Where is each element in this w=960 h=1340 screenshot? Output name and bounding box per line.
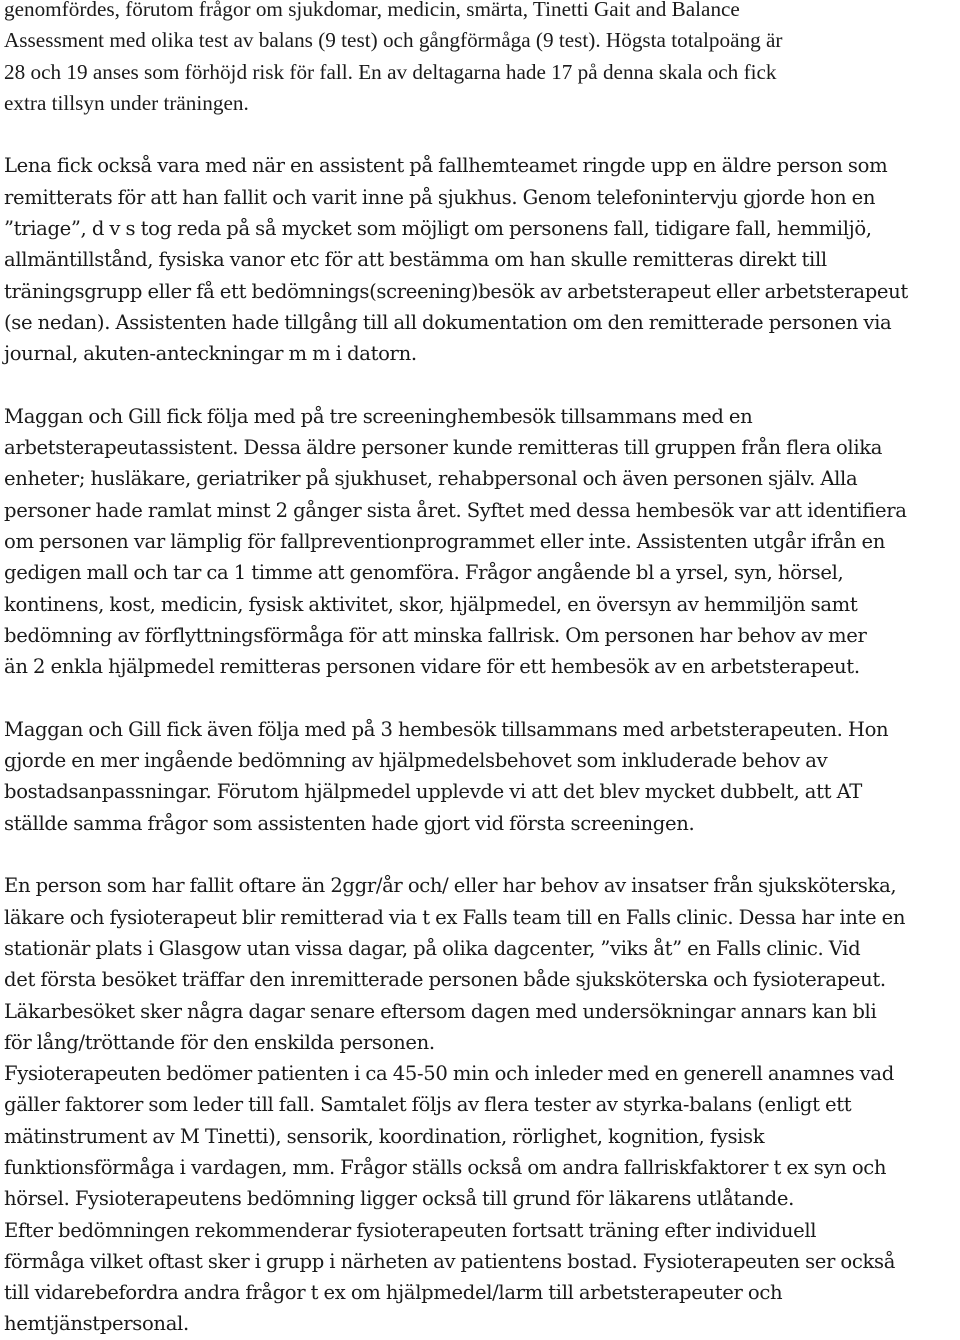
document-page <box>4 0 956 1340</box>
paragraph-spacer <box>4 119 956 150</box>
paragraph-screening-home-visits: Maggan och Gill fick följa med på tre screeninghembesök tillsammans med en arbetsterapeutassistent. Dessa äldre personer kunde remitteras till gruppen från flera olika enheter; husläkare, geriatriker på sjukhuset, rehabpersonal och även personen själv. Alla personer hade ramlat minst 2 gånger sista året. Syftet med dessa hembesök var att identifiera om personen var lämplig för fallpreventionprogrammet eller inte. Assistenten utgår ifrån en gedigen mall och tar ca 1 timme att genomföra. Frågor angående bl a yrsel, syn, hörsel, kontinens, kost, medicin, fysisk aktivitet, skor, hjälpmedel, en översyn av hemmiljön samt bedömning av förflyttningsförmåga för att minska fallrisk. Om personen har behov av mer än 2 enkla hjälpmedel remitteras personen vidare för ett hembesök av en arbetsterapeut. <box>4 404 907 679</box>
paragraph-falls-clinic: En person som har fallit oftare än 2ggr/år och/ eller har behov av insatser från sjuksköterska, läkare och fysioterapeut blir remitterad via t ex Falls team till en Falls clinic. Dessa har inte en stationär plats i Glasgow utan vissa dagar, på olika dagcenter, ”viks åt” en Falls clinic. Vid det första besöket träffar den inremitterade personen både sjuksköterska och fysioterapeut. Läkarbesöket sker några dagar senare eftersom dagen med undersökningar annars kan bli för lång/tröttande för den enskilda personen. <box>4 874 906 1054</box>
paragraph-spacer <box>4 370 956 401</box>
paragraph-tinetti-assessment: genomfördes, förutom frågor om sjukdomar, medicin, smärta, Tinetti Gait and Balance Assessment med olika test av balans (9 test) och gångförmåga (9 test). Högsta totalpoäng är 28 och 19 anses som förhöjd risk för fall. En av deltagarna hade 17 på denna skala och fick extra tillsyn under träningen. <box>4 0 783 115</box>
paragraph-recommendations: Efter bedömningen rekommenderar fysioterapeuten fortsatt träning efter individuell förmåga vilket oftast sker i grupp i närheten av patientens bostad. Fysioterapeuten ser också till vidarebefordra andra frågor t ex om hjälpmedel/larm till arbetsterapeuter och hemtjänstpersonal. <box>4 1218 896 1336</box>
paragraph-triage-call: Lena fick också vara med när en assistent på fallhemteamet ringde upp en äldre person som remitterats för att han fallit och varit inne på sjukhus. Genom telefonintervju gjorde hon en ”triage”, d v s tog reda på så mycket som möjligt om personens fall, tidigare fall, hemmiljö, allmäntillstånd, fysiska vanor etc för att bestämma om han skulle remitteras direkt till träningsgrupp eller få ett bedömnings(screening)besök av arbetsterapeut eller arbetsterapeut (se nedan). Assistenten hade tillgång till all dokumentation om den remitterade personen via journal, akuten-anteckningar m m i datorn. <box>4 154 908 366</box>
paragraph-physiotherapist-assessment: Fysioterapeuten bedömer patienten i ca 45-50 min och inleder med en generell anamnes vad gäller faktorer som leder till fall. Samtalet följs av flera tester av styrka-balans (enligt ett mätinstrument av M Tinetti), sensorik, koordination, rörlighet, kognition, fysisk funktionsförmåga i vardagen, mm. Frågor ställs också om andra fallriskfaktorer t ex syn och hörsel. Fysioterapeutens bedömning ligger också till grund för läkarens utlåtande. <box>4 1062 894 1211</box>
paragraph-spacer <box>4 839 956 870</box>
paragraph-spacer <box>4 683 956 714</box>
paragraph-occupational-therapist-visits: Maggan och Gill fick även följa med på 3 hembesök tillsammans med arbetsterapeuten. Hon gjorde en mer ingående bedömning av hjälpmedelsbehovet som inkluderade behov av bostadsanpassningar. Förutom hjälpmedel upplevde vi att det blev mycket dubbelt, att AT ställde samma frågor som assistenten hade gjort vid första screeningen. <box>4 717 889 835</box>
